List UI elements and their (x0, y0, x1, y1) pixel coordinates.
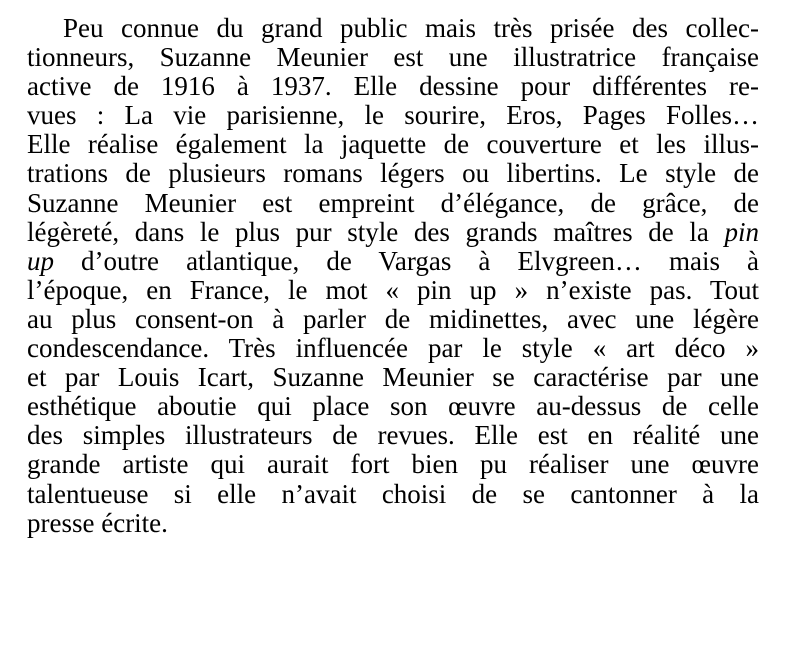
text-line: et par Louis Icart, Suzanne Meunier se caractérise par une (27, 363, 759, 393)
text-line (27, 218, 759, 247)
italic-term: up (27, 246, 54, 276)
text-line: esthétique aboutie qui place son œuvre au-dessus de celle (27, 392, 759, 422)
text-line: trations de plusieurs romans légers ou libertins. Le style de (27, 159, 759, 189)
text-line: des simples illustrateurs de revues. Elle est en réalité une (27, 421, 759, 451)
text-line: Elle réalise également la jaquette de couverture et les illus- (27, 130, 759, 160)
text-line: condescendance. Très influencée par le style « art déco » (27, 334, 759, 364)
italic-term: pin (724, 217, 759, 247)
text-line: tionneurs, Suzanne Meunier est une illustratrice française (27, 43, 759, 73)
text-line: Suzanne Meunier est empreint d’élégance, de grâce, de (27, 188, 759, 218)
text-line: Peu connue du grand public mais très prisée des collec- (63, 14, 759, 43)
text-segment: d’outre atlantique, de Vargas à Elvgreen… mais à (54, 246, 759, 276)
text-line: presse écrite. (27, 508, 168, 538)
text-line: active de 1916 à 1937. Elle dessine pour différentes re- (27, 72, 759, 102)
text-line: l’époque, en France, le mot « pin up » n’existe pas. Tout (27, 275, 759, 305)
text-line: grande artiste qui aurait fort bien pu réaliser une œuvre (27, 450, 759, 480)
text-line (27, 247, 759, 276)
text-line: au plus consent-on à parler de midinettes, avec une légère (27, 304, 759, 334)
text-line: talentueuse si elle n’avait choisi de se cantonner à la (27, 479, 759, 509)
paragraph (27, 14, 759, 538)
text-segment: légèreté, dans le plus pur style des grands maîtres de la (27, 217, 725, 247)
text-line: vues : La vie parisienne, le sourire, Eros, Pages Folles… (27, 101, 759, 131)
